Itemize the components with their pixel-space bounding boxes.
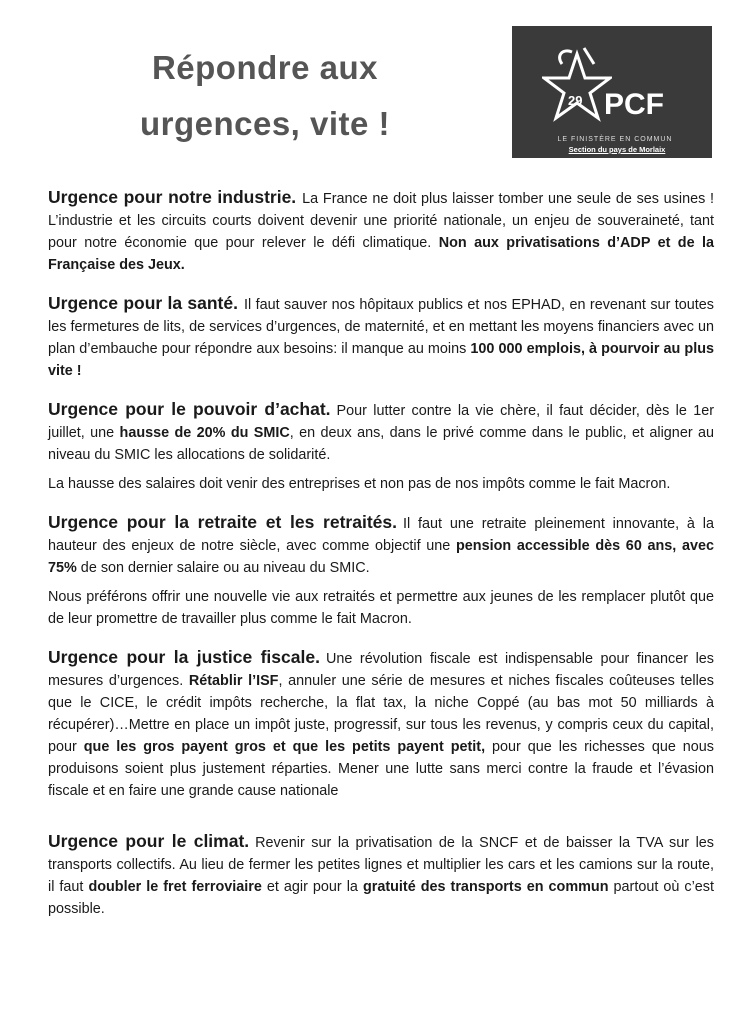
section-heading: Urgence pour notre industrie. <box>48 187 297 207</box>
emphasis-text: doubler le fret ferroviaire <box>88 879 262 895</box>
body-text: et agir pour la <box>261 879 363 895</box>
section-heading: Urgence pour la retraite et les retraités. <box>48 512 397 532</box>
section-3 <box>48 398 714 495</box>
section-6 <box>48 830 714 920</box>
section-2 <box>48 292 714 382</box>
emphasis-text: Non aux privatisations d’ADP et de la Française des Jeux. <box>48 235 714 273</box>
section-paragraph <box>48 186 714 276</box>
title-line-1: Répondre aux <box>151 49 379 86</box>
emphasis-text: pension accessible dès 60 ans, avec 75% <box>48 538 714 576</box>
body-text: Nous préférons offrir une nouvelle vie aux retraités et permettre aux jeunes de les remplacer plutôt que de leur promettre de travailler plus comme le fait Macron. <box>48 589 714 627</box>
pcf-logo <box>512 26 712 158</box>
body-text: Une révolution fiscale est indispensable pour financer les mesures d’urgences. <box>48 651 714 689</box>
section-heading: Urgence pour le climat. <box>48 831 250 851</box>
emphasis-text: 100 000 emplois, à pourvoir au plus vite ! <box>48 341 714 379</box>
section-paragraph <box>48 511 714 579</box>
title-line-2: urgences, vite ! <box>139 105 391 142</box>
body-text: partout où c’est possible. <box>48 879 714 917</box>
emphasis-text: hausse de 20% du SMIC <box>119 425 290 441</box>
body-text: , en deux ans, dans le privé comme dans le public, et aligner au niveau du SMIC les allocations de solidarité. <box>48 425 714 463</box>
logo-brand: PCF <box>604 88 664 121</box>
logo-tagline: LE FINISTÈRE EN COMMUN <box>557 136 673 143</box>
emphasis-text: gratuité des transports en commun <box>362 879 609 895</box>
section-paragraph <box>48 586 714 630</box>
section-heading: Urgence pour la justice fiscale. <box>48 647 320 667</box>
body-text: Revenir sur la privatisation de la SNCF et de baisser la TVA sur les transports collectifs. Au lieu de fermer les petites lignes et multiplier les cars et les camions sur la route, il faut <box>48 835 714 895</box>
section-5 <box>48 646 714 802</box>
section-heading: Urgence pour la santé. <box>48 293 238 313</box>
logo-section-name: Section du pays de Morlaix <box>568 145 666 154</box>
section-paragraph <box>48 398 714 466</box>
section-paragraph <box>48 646 714 802</box>
section-paragraph <box>48 473 714 495</box>
emphasis-text: Rétablir l’ISF <box>188 673 279 689</box>
body-text: Pour lutter contre la vie chère, il faut décider, dès le 1er juillet, une <box>48 403 714 441</box>
section-paragraph <box>48 830 714 920</box>
document-body <box>48 186 714 936</box>
section-heading: Urgence pour le pouvoir d’achat. <box>48 399 331 419</box>
body-text: Il faut une retraite pleinement innovante, à la hauteur des enjeux de notre siècle, avec comme objectif une <box>48 516 714 554</box>
section-1 <box>48 186 714 276</box>
section-4 <box>48 511 714 630</box>
body-text: de son dernier salaire ou au niveau du SMIC. <box>76 560 370 576</box>
body-text: La France ne doit plus laisser tomber une seule de ses usines ! L’industrie et les circuits courts doivent devenir une priorité nationale, un enjeu de souveraineté, tant pour notre économie que pour relever le défi climatique. <box>48 191 714 251</box>
star-hammer-sickle-icon <box>542 46 612 126</box>
emphasis-text: que les gros payent gros et que les petits payent petit, <box>83 739 486 755</box>
body-text: , annuler une série de mesures et niches fiscales coûteuses telles que le CICE, le crédit impôts recherche, la flat tax, la niche Coppé (au bas mot 50 milliards à récupérer)…Mettre en place un impôt juste, progressif, sur tous les revenus, y compris ceux du capital, pour <box>48 673 715 755</box>
body-text: Il faut sauver nos hôpitaux publics et nos EPHAD, en revenant sur toutes les fermetures de lits, de services d’urgences, de maternité, et en mettant les moyens financiers avec un plan d’embauche pour répondre aux besoins: il manque au moins <box>48 297 714 357</box>
body-text: pour que les richesses que nous produisons soient plus justement réparties. Mener une lutte sans merci contre la fraude et l’évasion fiscale et en faire une grande cause nationale <box>48 739 714 799</box>
page-title <box>95 40 435 152</box>
logo-star-number: 29 <box>568 93 583 108</box>
body-text: La hausse des salaires doit venir des entreprises et non pas de nos impôts comme le fait Macron. <box>48 476 671 492</box>
section-paragraph <box>48 292 714 382</box>
